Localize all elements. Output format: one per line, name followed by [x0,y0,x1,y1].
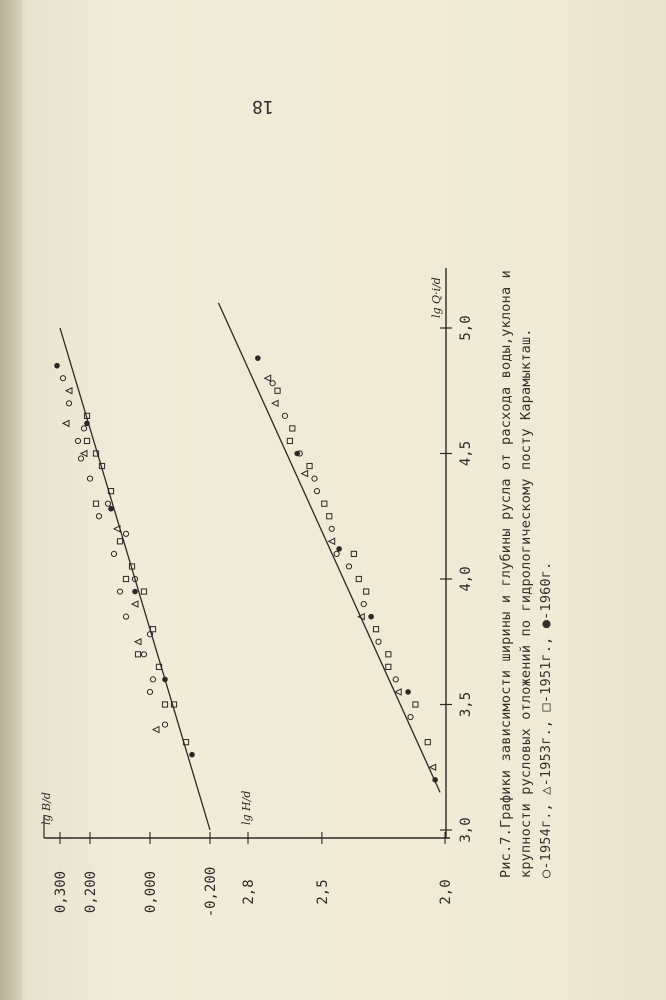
point-1953 [135,639,141,645]
point-1954 [334,551,339,556]
point-1951 [93,501,98,506]
point-1960 [84,421,90,427]
point-1953 [329,538,335,544]
point-1960 [336,546,342,552]
point-1954 [123,531,128,536]
point-1951 [322,501,327,506]
point-1951 [425,740,430,745]
point-1951 [275,388,280,393]
point-1951 [290,426,295,431]
point-1951 [364,589,369,594]
point-1951 [413,702,418,707]
caption-line-2: крупности русловых отложений по гидрологическому посту Карамыкташ. [518,328,534,878]
point-1954 [282,413,287,418]
point-1951 [386,652,391,657]
point-1951 [356,576,361,581]
x-tick-label: 4,5 [458,440,474,467]
point-1951 [351,551,356,556]
point-1960 [432,777,438,783]
point-1953 [272,400,278,406]
y-tick-label: 2,5 [314,879,331,905]
point-1954 [312,476,317,481]
point-1954 [408,714,413,719]
point-1953 [430,764,436,770]
trend-lines-layer [60,303,440,830]
point-1954 [162,722,167,727]
point-1951 [307,463,312,468]
point-1960 [162,677,168,683]
trend-line [60,328,210,830]
x-tick-label: 3,5 [458,691,474,718]
point-1954 [111,551,116,556]
point-1953 [66,388,72,394]
point-1953 [265,375,271,381]
y-tick-label: 0,300 [53,870,69,914]
y-tick-label: -0,200 [203,866,219,918]
point-1954 [87,476,92,481]
point-1954 [105,501,110,506]
point-1954 [376,639,381,644]
point-1951 [141,589,146,594]
point-1960 [108,506,114,512]
x-axis-title: lg Q·i/d [430,277,443,318]
point-1951 [84,438,89,443]
point-1954 [78,456,83,461]
y-axis-title-top: lg B/d [40,792,53,825]
caption-line-1: Рис.7.Графики зависимости ширины и глубины русла от расхода воды,уклона и [498,270,514,878]
point-1960 [294,451,300,457]
point-1951 [117,539,122,544]
point-1953 [63,420,69,426]
point-1960 [368,614,374,620]
y-tick-label: 2,8 [241,879,257,905]
point-1954 [75,438,80,443]
y-tick-label: 0,000 [143,870,159,914]
y-tick-label: 2,0 [438,879,454,905]
point-1954 [96,514,101,519]
point-1954 [346,564,351,569]
trend-line [218,303,440,792]
point-1954 [117,589,122,594]
caption-line-3: ○-1954г., △-1953г., □-1951г., ●-1960г. [538,561,554,878]
point-1954 [141,652,146,657]
point-1954 [147,689,152,694]
point-1953 [302,471,308,477]
point-1951 [386,664,391,669]
page-number: 18 [252,96,274,117]
point-1951 [123,576,128,581]
point-1951 [135,652,140,657]
data-points-layer [54,355,438,782]
point-1951 [287,438,292,443]
point-1954 [314,489,319,494]
point-1960 [189,752,195,758]
point-1951 [373,627,378,632]
point-1954 [66,401,71,406]
point-1954 [123,614,128,619]
point-1953 [153,727,159,733]
point-1953 [114,526,120,532]
x-tick-label: 3,0 [458,817,474,843]
point-1954 [60,376,65,381]
point-1954 [81,426,86,431]
tick-labels-layer [40,277,474,917]
point-1953 [132,601,138,607]
point-1960 [405,689,411,695]
point-1954 [150,677,155,682]
point-1951 [162,702,167,707]
x-tick-label: 5,0 [458,315,474,341]
axes-layer [44,268,452,844]
point-1960 [54,363,60,369]
y-axis-title-bottom: lg H/d [240,790,253,825]
point-1954 [329,526,334,531]
point-1960 [132,589,138,595]
y-tick-label: 0,200 [83,870,99,914]
point-1960 [255,355,261,361]
point-1951 [327,514,332,519]
x-tick-label: 4,0 [458,566,474,592]
point-1954 [393,677,398,682]
point-1954 [361,602,366,607]
